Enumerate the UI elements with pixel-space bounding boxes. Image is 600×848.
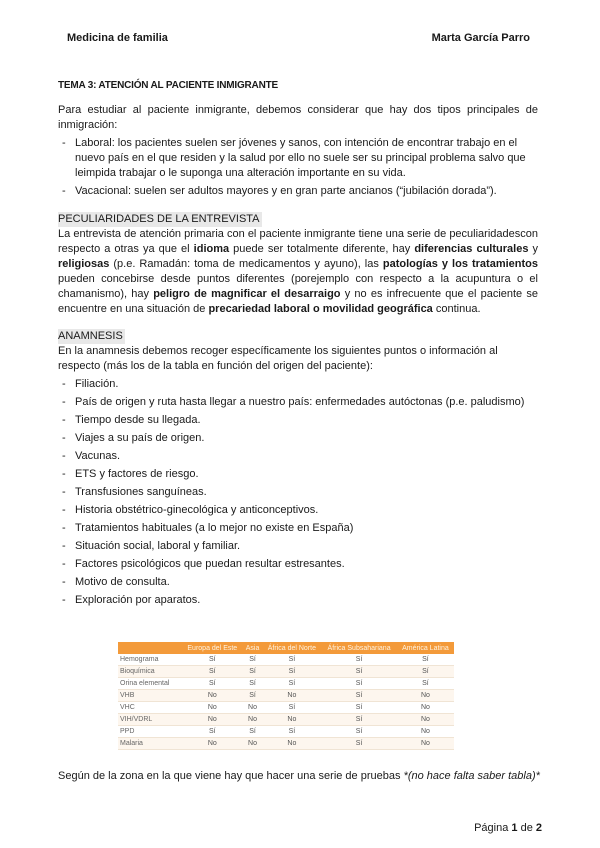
table-row-label: VHB (118, 690, 182, 702)
table-cell: Sí (397, 654, 454, 666)
table-cell: No (243, 702, 263, 714)
intro-paragraph: Para estudiar al paciente inmigrante, debemos considerar que hay dos tipos principales de inmigración: (58, 104, 538, 131)
list-item (58, 136, 538, 181)
table-row-label: VHC (118, 702, 182, 714)
section-title-peculiaridades: PECULIARIDADES DE LA ENTREVISTA (58, 213, 260, 225)
type-laboral: Laboral: los pacientes suelen ser jóvenes y sanos, con intención de encontrar trabajo en el (75, 137, 518, 149)
peculiaridades-paragraph: La entrevista de atención primaria con el paciente inmigrante tiene una serie de peculiaridadescon respecto a otras ya que el idioma puede ser totalmente diferente, hay diferencias culturales y religiosas (p.e. Ramadán: toma de medicamentos y ayuno), las patologías y los tratamientos pueden concebirse desde puntos diferentes (porejemplo con respecto a la acupuntura o el chamanismo), hay peligro de magnificar el desarraigo y no es infrecuente que el paciente se encuentre en una situación de precariedad laboral o movilidad geográfica continua. (58, 228, 538, 315)
table-row-label: PPD (118, 726, 182, 738)
table-cell: No (182, 690, 243, 702)
anamnesis-item: - Tiempo desde su llegada. (58, 413, 538, 428)
after-table-note: Según de la zona en la que viene hay que hacer una serie de pruebas *(no hace falta saber tabla)* (58, 770, 540, 782)
table-cell: Sí (321, 678, 397, 690)
anamnesis-list (58, 377, 538, 608)
table-cell: No (243, 714, 263, 726)
table-row (118, 702, 454, 714)
anamnesis-item: - Filiación. (58, 377, 538, 392)
table-cell: No (182, 702, 243, 714)
anamnesis-intro: En la anamnesis debemos recoger específicamente los siguientes puntos o información al respecto (más los de la tabla en función del origen del paciente): (58, 345, 498, 372)
topic-title: TEMA 3: ATENCIÓN AL PACIENTE INMIGRANTE (58, 80, 278, 91)
table-cell: Sí (182, 678, 243, 690)
immigration-types-list (58, 136, 538, 199)
table-cell: Sí (182, 654, 243, 666)
table-cell: No (182, 738, 243, 750)
table-cell: Sí (321, 738, 397, 750)
table-cell: Sí (243, 690, 263, 702)
tests-table-wrapper (118, 642, 454, 750)
table-header-cell: África del Norte (262, 642, 321, 654)
table-row-label: Malaria (118, 738, 182, 750)
table-row (118, 678, 454, 690)
table-header-cell: África Subsahariana (321, 642, 397, 654)
table-row (118, 738, 454, 750)
table-cell: Sí (262, 678, 321, 690)
table-row-label: VIH/VDRL (118, 714, 182, 726)
table-cell: Sí (243, 726, 263, 738)
anamnesis-item: - País de origen y ruta hasta llegar a nuestro país: enfermedades autóctonas (p.e. paludismo) (58, 395, 538, 410)
table-cell: Sí (321, 702, 397, 714)
tests-by-origin-table (118, 642, 454, 750)
table-cell: Sí (321, 690, 397, 702)
table-cell: Sí (243, 666, 263, 678)
table-cell: Sí (321, 654, 397, 666)
header-author: Marta García Parro (431, 32, 530, 44)
table-header-cell: Asia (243, 642, 263, 654)
table-cell: Sí (321, 726, 397, 738)
table-cell: Sí (182, 726, 243, 738)
table-cell: No (397, 738, 454, 750)
table-cell: No (262, 714, 321, 726)
table-cell: No (397, 702, 454, 714)
table-row-label: Bioquímica (118, 666, 182, 678)
table-header-cell: América Latina (397, 642, 454, 654)
table-cell: No (262, 738, 321, 750)
table-cell: Sí (243, 654, 263, 666)
table-cell: Sí (397, 666, 454, 678)
list-item (58, 184, 538, 199)
table-cell: No (397, 726, 454, 738)
anamnesis-item: - Motivo de consulta. (58, 575, 538, 590)
table-row (118, 666, 454, 678)
table-row-label: Hemograma (118, 654, 182, 666)
table-row (118, 726, 454, 738)
table-row (118, 654, 454, 666)
anamnesis-item: - Transfusiones sanguíneas. (58, 485, 538, 500)
table-cell: Sí (321, 666, 397, 678)
table-cell: No (397, 690, 454, 702)
page-number: Página 1 de 2 (474, 822, 542, 834)
table-cell: No (182, 714, 243, 726)
anamnesis-item: - Exploración por aparatos. (58, 593, 538, 608)
anamnesis-item: - ETS y factores de riesgo. (58, 467, 538, 482)
anamnesis-item: - Historia obstétrico-ginecológica y anticonceptivos. (58, 503, 538, 518)
table-cell: Sí (262, 654, 321, 666)
document-body (58, 78, 538, 611)
table-row-label: Orina elemental (118, 678, 182, 690)
table-cell: No (397, 714, 454, 726)
table-cell: Sí (262, 702, 321, 714)
table-cell: No (262, 690, 321, 702)
table-cell: No (243, 738, 263, 750)
anamnesis-item: - Situación social, laboral y familiar. (58, 539, 538, 554)
table-cell: Sí (262, 666, 321, 678)
table-row (118, 690, 454, 702)
type-laboral-cont: nuevo país en el que residen y la salud por ello no suele ser su principal problema salvo que leimpida trabajar o le suponga una alteración importante en su vida. (75, 152, 526, 179)
table-header-cell: Europa del Este (182, 642, 243, 654)
table-cell: Sí (182, 666, 243, 678)
anamnesis-item: - Vacunas. (58, 449, 538, 464)
type-vacacional: Vacacional: suelen ser adultos mayores y en gran parte ancianos (“jubilación dorada”). (75, 185, 497, 197)
anamnesis-item: - Factores psicológicos que puedan resultar estresantes. (58, 557, 538, 572)
table-cell: Sí (243, 678, 263, 690)
table-header-cell (118, 642, 182, 654)
table-cell: Sí (397, 678, 454, 690)
header-subject: Medicina de familia (67, 32, 168, 44)
section-title-anamnesis: ANAMNESIS (58, 330, 123, 342)
anamnesis-item: - Viajes a su país de origen. (58, 431, 538, 446)
table-row (118, 714, 454, 726)
table-cell: Sí (262, 726, 321, 738)
table-cell: Sí (321, 714, 397, 726)
anamnesis-item: - Tratamientos habituales (a lo mejor no existe en España) (58, 521, 538, 536)
